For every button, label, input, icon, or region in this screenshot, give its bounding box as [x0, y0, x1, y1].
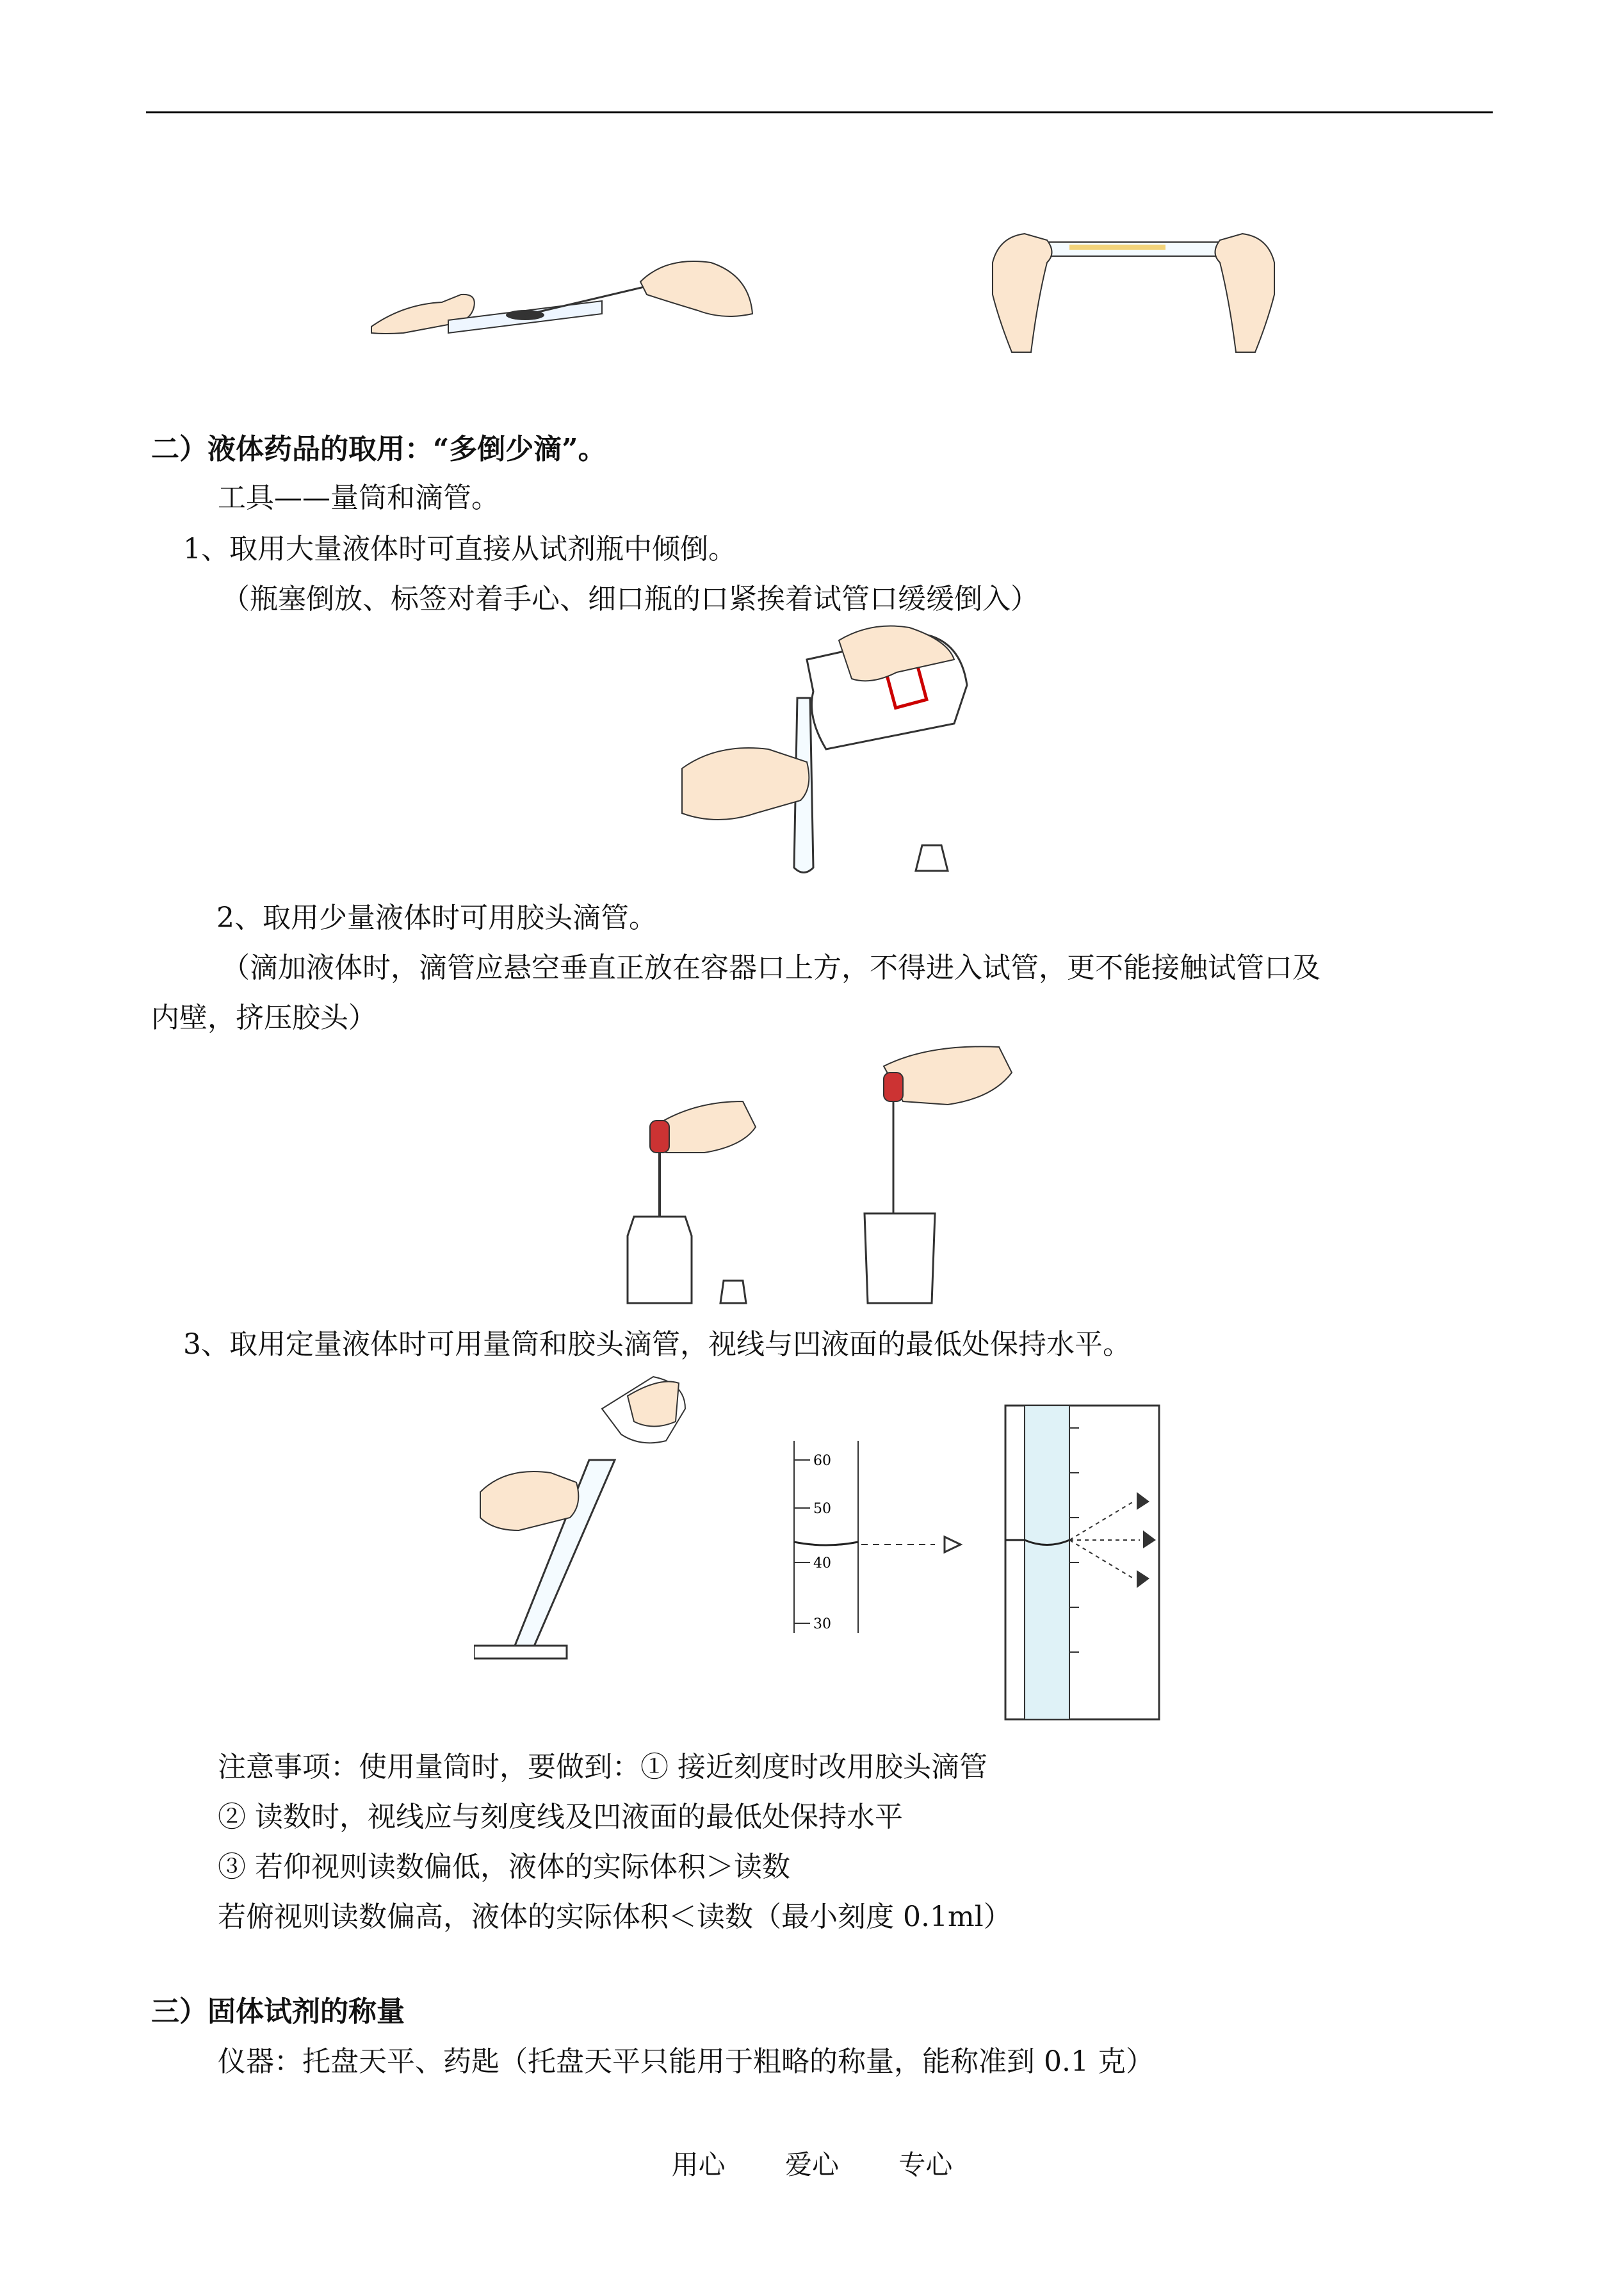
scale-label-50: 50	[813, 1501, 831, 1517]
notes-line4: 若俯视则读数偏高，液体的实际体积＜读数（最小刻度 0.1ml）	[218, 1901, 1012, 1933]
illustration-solid-into-tube-with-trough	[365, 243, 762, 346]
cylinder-scale-diagram	[775, 1434, 980, 1639]
section2-heading: 二）液体药品的取用：“多倒少滴”。	[151, 433, 606, 466]
meniscus-viewing-angle-diagram	[999, 1402, 1172, 1723]
header-rule	[146, 111, 1493, 113]
illustration-dropper-beaker	[858, 1041, 1018, 1306]
item1-text: 1、取用大量液体时可直接从试剂瓶中倾倒。	[183, 533, 736, 565]
section3-heading: 三）固体试剂的称量	[151, 1995, 405, 2028]
footer-item-c: 专心	[898, 2149, 953, 2180]
item2-text: 2、取用少量液体时可用胶头滴管。	[216, 902, 657, 934]
item2-note-line1: （滴加液体时，滴管应悬空垂直正放在容器口上方，不得进入试管，更不能接触试管口及	[222, 952, 1320, 984]
notes-line1: 注意事项：使用量筒时，要做到：① 接近刻度时改用胶头滴管	[218, 1751, 987, 1783]
illustration-sliding-into-tube	[986, 224, 1281, 359]
notes-line2: ② 读数时，视线应与刻度线及凹液面的最低处保持水平	[218, 1801, 903, 1833]
scale-label-60: 60	[813, 1453, 831, 1469]
scale-label-40: 40	[813, 1555, 831, 1571]
illustration-dropper-bottle	[615, 1089, 762, 1306]
section3-instruments: 仪器：托盘天平、药匙（托盘天平只能用于粗略的称量，能称准到 0.1 克）	[218, 2045, 1154, 2078]
footer-item-b: 爱心	[784, 2149, 839, 2180]
section2-tools: 工具——量筒和滴管。	[218, 482, 499, 514]
illustration-pouring-from-bottle	[679, 621, 980, 877]
footer	[0, 2144, 1624, 2182]
item1-note: （瓶塞倒放、标签对着手心、细口瓶的口紧挨着试管口缓缓倒入）	[222, 583, 1039, 615]
item3-text: 3、取用定量液体时可用量筒和胶头滴管，视线与凹液面的最低处保持水平。	[183, 1328, 1131, 1361]
footer-item-a: 用心	[671, 2149, 726, 2180]
item2-note-line2: 内壁，挤压胶头）	[151, 1002, 377, 1034]
illustration-pouring-into-cylinder	[474, 1370, 692, 1671]
scale-label-30: 30	[813, 1616, 831, 1632]
notes-line3: ③ 若仰视则读数偏低，液体的实际体积＞读数	[218, 1851, 790, 1883]
